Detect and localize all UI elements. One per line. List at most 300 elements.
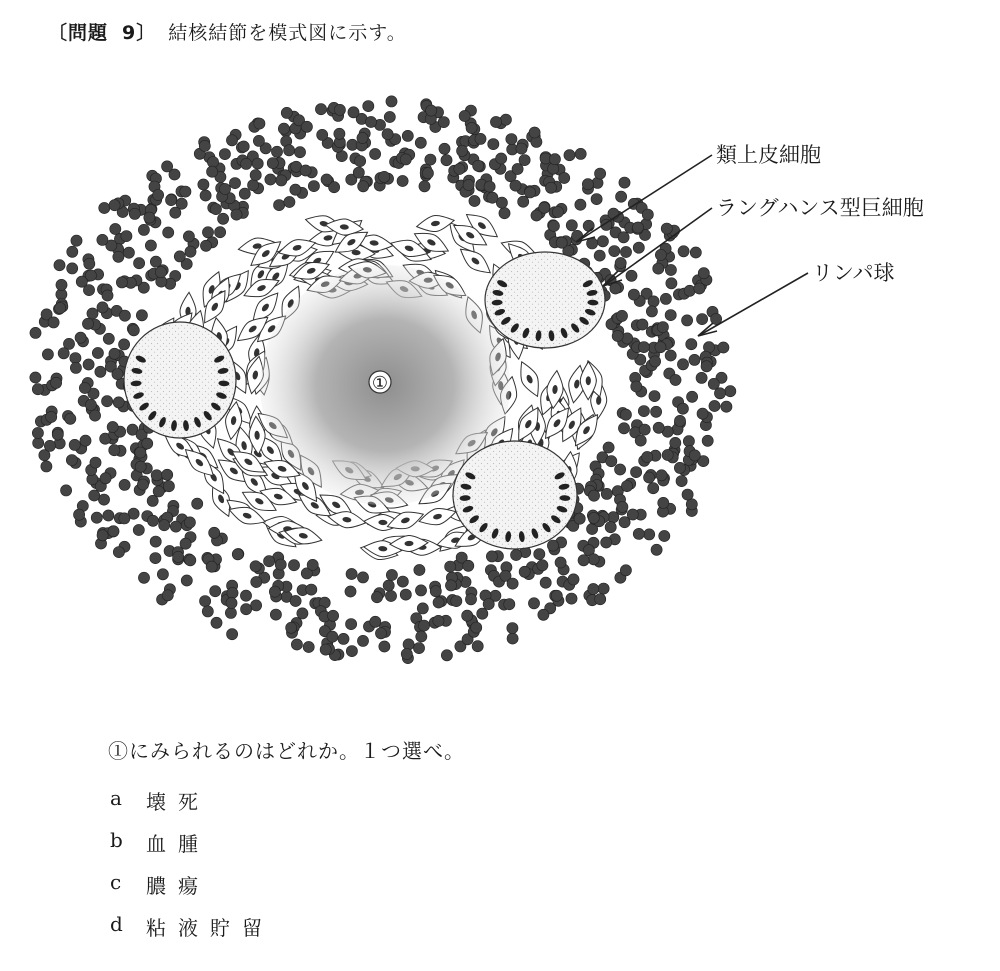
lymphocyte	[466, 122, 477, 133]
lymphocyte	[227, 587, 238, 598]
lymphocyte	[315, 104, 326, 115]
lymphocyte	[609, 246, 620, 257]
lymphocyte	[251, 600, 262, 611]
lymphocyte	[397, 175, 408, 186]
lymphocyte	[30, 327, 41, 338]
lymphocyte	[677, 403, 688, 414]
question-title: 結核結節を模式図に示す。	[168, 22, 407, 44]
lymphocyte	[655, 249, 666, 260]
lymphocyte	[595, 594, 606, 605]
lymphocyte	[575, 148, 586, 159]
lymphocyte	[687, 391, 698, 402]
lymphocyte	[288, 560, 299, 571]
lymphocyte	[264, 556, 275, 567]
lymphocyte	[357, 572, 368, 583]
label-langhans-giant-cell: ラングハンス型巨細胞	[716, 196, 924, 220]
lymphocyte	[137, 479, 148, 490]
lymphocyte	[603, 442, 614, 453]
question-prompt: ①にみられるのはどれか。１つ選べ。	[108, 739, 465, 763]
lymphocyte	[348, 107, 359, 118]
lymphocyte	[469, 195, 480, 206]
lymphocyte	[67, 246, 78, 257]
lymphocyte	[445, 580, 456, 591]
lymphocyte	[306, 584, 317, 595]
lymphocyte	[539, 202, 550, 213]
lymphocyte	[689, 354, 700, 365]
lymphocyte	[270, 609, 281, 620]
lymphocyte	[610, 283, 621, 294]
lymphocyte	[655, 342, 666, 353]
lymphocyte	[170, 521, 181, 532]
lymphocyte	[459, 110, 470, 121]
lymphocyte	[689, 450, 700, 461]
lymphocyte	[487, 192, 498, 203]
lymphocyte	[210, 586, 221, 597]
lymphocyte	[397, 576, 408, 587]
choice-text: 膿瘍	[146, 874, 210, 898]
lymphocyte	[551, 590, 562, 601]
lymphocyte	[642, 209, 653, 220]
lymphocyte	[540, 577, 551, 588]
lymphocyte	[644, 472, 655, 483]
lymphocyte	[462, 610, 473, 621]
lymphocyte	[648, 483, 659, 494]
lymphocyte	[232, 549, 243, 560]
lymphocyte	[321, 174, 332, 185]
lymphocyte	[651, 406, 662, 417]
lymphocyte	[346, 568, 357, 579]
lymphocyte	[346, 646, 357, 657]
lymphocyte	[709, 400, 720, 411]
lymphocyte	[486, 551, 497, 562]
lymphocyte	[48, 317, 59, 328]
lymphocyte	[251, 576, 262, 587]
epithelioid-cell	[415, 213, 455, 235]
lymphocyte	[472, 641, 483, 652]
lymphocyte	[82, 318, 93, 329]
lymphocyte	[345, 586, 356, 597]
lymphocyte	[269, 586, 280, 597]
lymphocyte	[666, 278, 677, 289]
lymphocyte	[638, 406, 649, 417]
langhans-giant-cell	[485, 252, 605, 348]
lymphocyte	[632, 222, 643, 233]
lymphocyte	[97, 234, 108, 245]
lymphocyte	[701, 361, 712, 372]
lymphocyte	[274, 200, 285, 211]
lymphocyte	[109, 200, 120, 211]
lymphocyte	[219, 183, 230, 194]
lymphocyte	[102, 396, 113, 407]
lymphocyte	[103, 510, 114, 521]
lymphocyte	[357, 132, 368, 143]
lymphocyte	[41, 461, 52, 472]
lymphocyte	[578, 555, 589, 566]
question-number: 9〕	[122, 22, 157, 44]
lymphocyte	[594, 250, 605, 261]
lymphocyte	[219, 149, 230, 160]
lymphocyte	[119, 513, 130, 524]
lymphocyte	[303, 641, 314, 652]
lymphocyte	[267, 158, 278, 169]
lymphocyte	[500, 114, 511, 125]
lymphocyte	[637, 319, 648, 330]
lymphocyte	[635, 435, 646, 446]
choice-key: b	[110, 828, 123, 852]
lymphocyte	[135, 447, 146, 458]
lymphocyte	[32, 427, 43, 438]
lymphocyte	[665, 350, 676, 361]
langhans-giant-cell	[124, 322, 236, 438]
lymphocyte	[113, 251, 124, 262]
lymphocyte	[463, 560, 474, 571]
lymphocyte	[574, 513, 585, 524]
lymphocyte	[138, 572, 149, 583]
lymphocyte	[386, 569, 397, 580]
lymphocyte	[74, 509, 85, 520]
lymphocyte	[414, 564, 425, 575]
lymphocyte	[646, 306, 657, 317]
lymphocyte	[529, 127, 540, 138]
lymphocyte	[653, 422, 664, 433]
lymphocyte	[70, 353, 81, 364]
lymphocyte	[473, 160, 484, 171]
lymphocyte	[370, 616, 381, 627]
lymphocyte	[200, 596, 211, 607]
lymphocyte	[651, 544, 662, 555]
lymphocyte	[510, 180, 521, 191]
lymphocyte	[507, 633, 518, 644]
lymphocyte	[559, 172, 570, 183]
lymphocyte	[696, 372, 707, 383]
lymphocyte	[207, 166, 218, 177]
lymphocyte	[597, 236, 608, 247]
lymphocyte	[433, 597, 444, 608]
lymphocyte	[97, 302, 108, 313]
lymphocyte	[686, 339, 697, 350]
lymphocyte	[471, 622, 482, 633]
lymphocyte	[253, 135, 264, 146]
lymphocyte	[252, 158, 263, 169]
lymphocyte	[519, 566, 530, 577]
lymphocyte	[379, 171, 390, 182]
lymphocyte	[206, 561, 217, 572]
lymphocyte	[638, 342, 649, 353]
lymphocyte	[113, 397, 124, 408]
lymphocyte	[225, 607, 236, 618]
lymphocyte	[426, 105, 437, 116]
lymphocyte	[425, 154, 436, 165]
lymphocyte	[133, 524, 144, 535]
lymphocyte	[241, 604, 252, 615]
lymphocyte	[418, 620, 429, 631]
lymphocyte	[99, 202, 110, 213]
lymphocyte	[537, 560, 548, 571]
lymphocyte	[606, 456, 617, 467]
lymphocyte	[659, 530, 670, 541]
lymphocyte	[71, 235, 82, 246]
lymphocyte	[138, 224, 149, 235]
lymphocyte	[147, 515, 158, 526]
lymphocyte	[199, 140, 210, 151]
lymphocyte	[202, 227, 213, 238]
lymphocyte	[591, 194, 602, 205]
lymphocyte	[422, 168, 433, 179]
lymphocyte	[51, 377, 62, 388]
lymphocyte	[30, 372, 41, 383]
lymphocyte	[595, 168, 606, 179]
lymphocyte	[549, 154, 560, 165]
lymphocyte	[265, 174, 276, 185]
lymphocyte	[566, 220, 577, 231]
lymphocyte	[297, 608, 308, 619]
lymphocyte	[417, 603, 428, 614]
lymphocyte	[334, 128, 345, 139]
lymphocyte	[218, 213, 229, 224]
lymphocyte	[239, 188, 250, 199]
lymphocyte	[445, 561, 456, 572]
lymphocyte	[588, 512, 599, 523]
lymphocyte	[109, 348, 120, 359]
lymphocyte	[415, 137, 426, 148]
lymphocyte	[633, 242, 644, 253]
lymphocyte	[291, 639, 302, 650]
lymphocyte	[95, 366, 106, 377]
lymphocyte	[129, 208, 140, 219]
label-arrows	[576, 155, 808, 336]
lymphocyte	[483, 599, 494, 610]
lymphocyte	[697, 408, 708, 419]
lymphocyte	[100, 473, 111, 484]
lymphocyte	[300, 165, 311, 176]
lymphocyte	[44, 440, 55, 451]
lymphocyte	[145, 240, 156, 251]
lymphocyte	[484, 181, 495, 192]
lymphocyte	[231, 209, 242, 220]
lymphocyte	[620, 565, 631, 576]
choice-text: 粘液貯留	[146, 916, 274, 940]
lymphocyte	[286, 622, 297, 633]
lymphocyte	[110, 223, 121, 234]
lymphocyte	[518, 196, 529, 207]
lymphocyte	[113, 547, 124, 558]
lymphocyte	[150, 536, 161, 547]
lymphocyte	[383, 580, 394, 591]
lymphocyte	[65, 413, 76, 424]
epithelioid-cell	[514, 358, 544, 399]
lymphocyte	[661, 223, 672, 234]
lymphocyte	[76, 276, 87, 287]
lymphocyte	[684, 285, 695, 296]
lymphocyte	[454, 163, 465, 174]
lymphocyte	[346, 619, 357, 630]
lymphocyte	[159, 520, 170, 531]
lymphocyte	[102, 290, 113, 301]
lymphocyte	[683, 436, 694, 447]
lymphocyte	[92, 347, 103, 358]
lymphocyte	[254, 118, 265, 129]
lymphocyte	[438, 117, 449, 128]
lymphocyte	[241, 158, 252, 169]
lymphocyte	[633, 528, 644, 539]
lymphocyte	[80, 435, 91, 446]
lymphocyte	[382, 129, 393, 140]
lymphocyte	[183, 231, 194, 242]
lymphocyte	[70, 362, 81, 373]
lymphocyte	[248, 180, 259, 191]
center-marker: ①	[371, 373, 389, 394]
lymphocyte	[75, 332, 86, 343]
lymphocyte	[144, 212, 155, 223]
lymphocyte	[690, 247, 701, 258]
choice-item[interactable]	[110, 786, 274, 828]
lymphocyte	[107, 421, 118, 432]
lymphocyte	[674, 415, 685, 426]
lymphocyte	[271, 146, 282, 157]
lymphocyte	[615, 464, 626, 475]
lymphocyte	[290, 184, 301, 195]
tuberculous-granuloma-diagram	[0, 90, 1000, 690]
label-lymphocyte: リンパ球	[812, 261, 895, 285]
choice-item[interactable]	[110, 870, 274, 912]
lymphocyte	[119, 479, 130, 490]
lymphocyte	[510, 549, 521, 560]
lymphocyte	[403, 639, 414, 650]
lymphocyte	[119, 310, 130, 321]
lymphocyte	[85, 399, 96, 410]
lymphocyte	[588, 554, 599, 565]
lymphocyte	[475, 133, 486, 144]
lymphocyte	[162, 590, 173, 601]
lymphocyte	[401, 648, 412, 659]
lymphocyte	[507, 623, 518, 634]
lymphocyte	[545, 182, 556, 193]
lymphocyte	[32, 384, 43, 395]
epithelioid-cell	[456, 243, 496, 279]
lymphocyte	[284, 145, 295, 156]
lymphocyte	[153, 486, 164, 497]
lymphocyte	[163, 481, 174, 492]
lymphocyte	[618, 423, 629, 434]
lymphocyte	[648, 296, 659, 307]
lymphocyte	[150, 256, 161, 267]
lymphocyte	[307, 559, 318, 570]
lymphocyte	[598, 583, 609, 594]
lymphocyte	[334, 104, 345, 115]
lymphocyte	[504, 599, 515, 610]
lymphocyte	[496, 153, 507, 164]
lymphocyte	[226, 597, 237, 608]
lymphocyte	[134, 258, 145, 269]
lymphocyte	[386, 96, 397, 107]
lymphocyte	[674, 462, 685, 473]
lymphocyte	[621, 481, 632, 492]
lymphocyte	[121, 231, 132, 242]
lymphocyte	[33, 437, 44, 448]
lymphocyte	[69, 439, 80, 450]
lymphocyte	[150, 553, 161, 564]
lymphocyte	[441, 650, 452, 661]
lymphocyte	[91, 512, 102, 523]
lymphocyte	[379, 641, 390, 652]
lymphocyte	[721, 401, 732, 412]
lymphocyte	[702, 435, 713, 446]
lymphocyte	[649, 391, 660, 402]
lymphocyte	[276, 175, 287, 186]
choice-list	[110, 786, 274, 954]
lymphocyte	[42, 349, 53, 360]
lymphocyte	[97, 530, 108, 541]
lymphocyte	[547, 540, 558, 551]
lymphocyte	[612, 330, 623, 341]
lymphocyte	[605, 522, 616, 533]
lymphocyte	[568, 574, 579, 585]
lymphocyte	[617, 501, 628, 512]
lymphocyte	[180, 186, 191, 197]
lymphocyte	[301, 121, 312, 132]
lymphocyte	[185, 555, 196, 566]
lymphocyte	[358, 181, 369, 192]
lymphocyte	[89, 410, 100, 421]
lymphocyte	[275, 559, 286, 570]
lymphocyte	[163, 227, 174, 238]
lymphocyte	[142, 438, 153, 449]
lymphocyte	[109, 445, 120, 456]
lymphocyte	[338, 633, 349, 644]
choice-text: 壊死	[146, 790, 210, 814]
choice-item[interactable]	[110, 828, 274, 870]
lymphocyte	[413, 643, 424, 654]
lymphocyte	[54, 260, 65, 271]
lymphocyte	[658, 497, 669, 508]
lymphocyte	[698, 268, 709, 279]
lymphocyte	[385, 590, 396, 601]
lymphocyte	[528, 598, 539, 609]
choice-item[interactable]	[110, 912, 274, 954]
lymphocyte	[170, 207, 181, 218]
lymphocyte	[457, 145, 468, 156]
lymphocyte	[415, 585, 426, 596]
lymphocyte	[708, 378, 719, 389]
lymphocyte	[548, 220, 559, 231]
lymphocyte	[419, 181, 430, 192]
lymphocyte	[670, 374, 681, 385]
choice-key: d	[110, 912, 123, 936]
lymphocyte	[357, 635, 368, 646]
lymphocyte	[616, 191, 627, 202]
lymphocyte	[516, 143, 527, 154]
lymphocyte	[327, 631, 338, 642]
lymphocyte	[155, 267, 166, 278]
lymphocyte	[670, 437, 681, 448]
lymphocyte	[136, 310, 147, 321]
lymphocyte	[718, 342, 729, 353]
lymphocyte	[490, 116, 501, 127]
lymphocyte	[588, 490, 599, 501]
lymphocyte	[46, 411, 57, 422]
lymphocyte	[627, 509, 638, 520]
lymphocyte	[363, 101, 374, 112]
lymphocyte	[525, 187, 536, 198]
lymphocyte	[477, 608, 488, 619]
lymphocyte	[116, 277, 127, 288]
lymphocyte	[694, 283, 705, 294]
lymphocyte	[564, 150, 575, 161]
lymphocyte	[506, 134, 517, 145]
lymphocyte	[616, 310, 627, 321]
lymphocyte	[202, 606, 213, 617]
lymphocyte	[400, 154, 411, 165]
